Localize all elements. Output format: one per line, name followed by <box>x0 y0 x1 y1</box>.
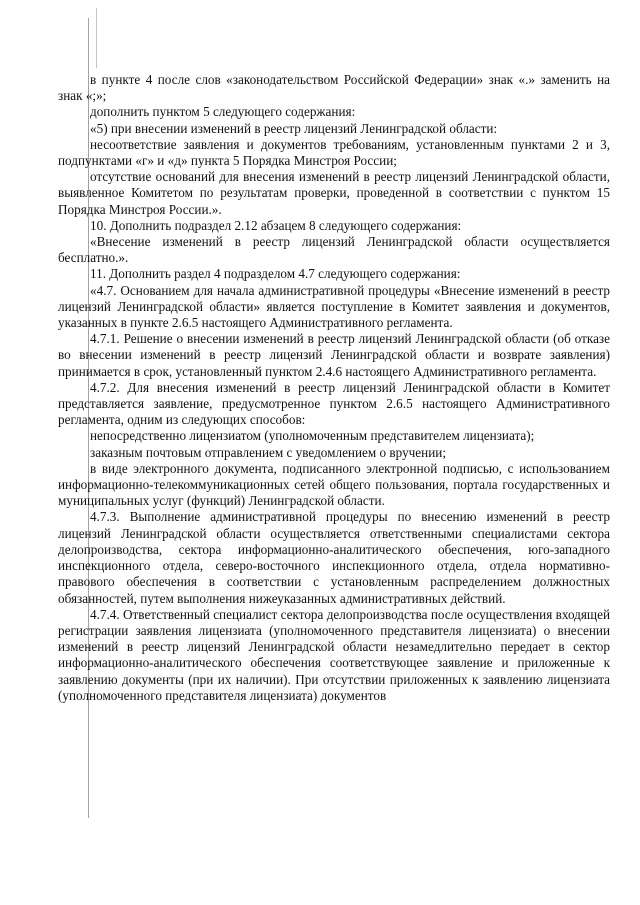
paragraph: непосредственно лицензиатом (уполномоченным представителем лицензиата); <box>90 428 535 444</box>
paragraph: 4.7.4. Ответственный специалист сектора делопроизводства после осуществления входящей регистрации заявления лицензиата (уполномоченного представителя лицензиата) о внесении изменений в реестр лицензий Ленинградской области незамедлительно передает в сектор информационно-аналитического обеспечения соответствующее заявление и приложенные к заявлению документы (при их наличии). При отсутствии приложенных к заявлению лицензиата (уполномоченного представителя лицензиата) документов <box>58 606 610 703</box>
paragraph: 4.7.2. Для внесения изменений в реестр лицензий Ленинградской области в Комитет представляется заявление, предусмотренное пунктом 2.6.5 настоящего Административного регламента, одним из следующих способов: <box>58 379 610 428</box>
paragraph: 4.7.1. Решение о внесении изменений в реестр лицензий Ленинградской области (об отказе во внесении изменений в реестр лицензий Ленинградской области и возврате заявления) принимается в срок, установленный пунктом 2.4.6 настоящего Административного регламента. <box>58 331 610 379</box>
scan-artifact-mark <box>96 8 97 68</box>
paragraph: заказным почтовым отправлением с уведомлением о вручении; <box>90 444 446 460</box>
paragraph: несоответствие заявления и документов требованиям, установленным пунктами 2 и 3, подпунктами «г» и «д» пункта 5 Порядка Минстроя России; <box>58 136 610 169</box>
paragraph: «5) при внесении изменений в реестр лицензий Ленинградской области: <box>90 120 498 136</box>
paragraph: «4.7. Основанием для начала административной процедуры «Внесение изменений в реестр лицензий Ленинградской области» является поступление в Комитет заявления и документов, указанных в пункте 2.6.5 настоящего Административного регламента. <box>58 282 610 331</box>
paragraph: 4.7.3. Выполнение административной процедуры по внесению изменений в реестр лицензий Ленинградской области осуществляется ответственными специалистами сектора делопроизводства, сектора информационно-аналитического обеспечения, юго-западного инспекционного отдела, северо-восточного инспекционного отдела, отдела нормативно-правового обеспечения в соответствии с установленным распределением должностных обязанностей, путем выполнения нижеуказанных административных действий. <box>58 509 610 606</box>
paragraph: 11. Дополнить раздел 4 подразделом 4.7 следующего содержания: <box>90 266 461 282</box>
paragraph: 10. Дополнить подраздел 2.12 абзацем 8 следующего содержания: <box>90 217 462 233</box>
paragraph: дополнить пунктом 5 следующего содержания: <box>90 104 356 120</box>
paragraph: «Внесение изменений в реестр лицензий Ленинградской области осуществляется бесплатно.». <box>58 234 610 266</box>
document-page <box>58 72 610 704</box>
paragraph: в виде электронного документа, подписанного электронной подписью, с использованием информационно-телекоммуникационных сетей общего пользования, портала государственных и муниципальных услуг (функций) Ленинградской области. <box>58 460 610 509</box>
paragraph: в пункте 4 после слов «законодательством Российской Федерации» знак «.» заменить на знак «;»; <box>58 72 610 104</box>
paragraph: отсутствие оснований для внесения изменений в реестр лицензий Ленинградской области, выявленное Комитетом по результатам проверки, проведенной в соответствии с пунктом 15 Порядка Минстроя России.». <box>58 169 610 217</box>
